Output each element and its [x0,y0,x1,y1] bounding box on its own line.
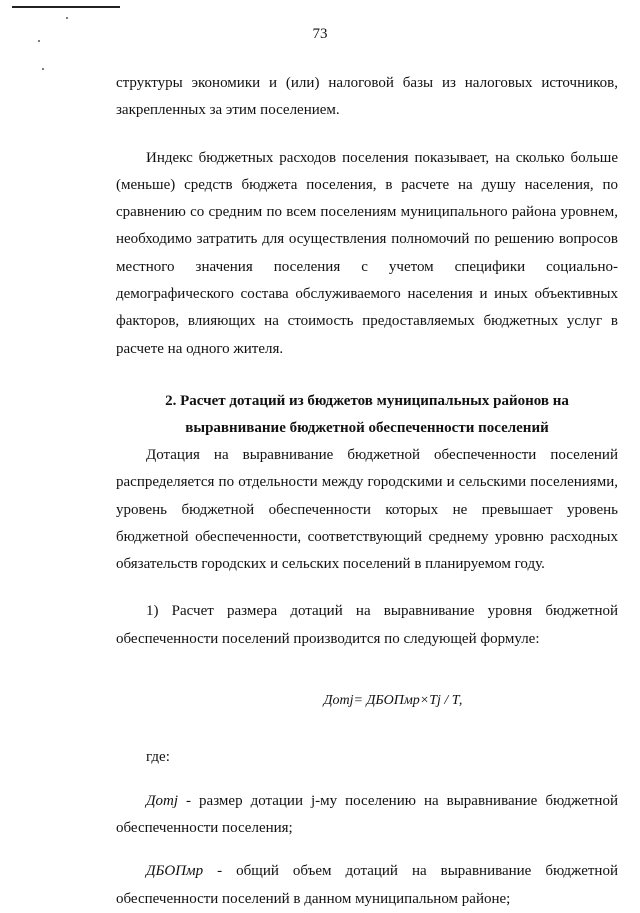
scan-edge-mark [12,6,120,8]
term-dbopmr: ДБОПмр [146,863,204,880]
section-heading-line-1: 2. Расчет дотаций из бюджетов муниципальных районов на [165,392,569,409]
definition-dotj-text: - размер дотации j-му поселению на выравнивание бюджетной обеспеченности поселения; [116,792,618,836]
scan-speck [42,68,44,70]
paragraph-subsidy-distribution: Дотация на выравнивание бюджетной обеспеченности поселений распределяется по отдельности между городскими и сельскими поселениями, уровень бюджетной обеспеченности которых не превышает уровень бюджетной обеспеченности, соответствующий среднему уровню расходных обязательств городских и сельских поселений в планируемом году. [116,446,618,573]
definition-dbopmr-text: - общий объем дотаций на выравнивание бюджетной обеспеченности поселений в данном муниципальном районе; [116,863,618,907]
formula: Дотj= ДБОПмр×Тj / Т, [323,693,463,709]
page-number: 73 [312,26,328,42]
scan-speck [66,17,68,19]
where-label: где: [146,749,170,766]
definition-dotj [116,788,618,843]
page-body [116,70,618,913]
paragraph-tax-base: структуры экономики и (или) налоговой базы из налоговых источников, закрепленных за этим поселением. [116,75,618,119]
paragraph-expense-index: Индекс бюджетных расходов поселения показывает, на сколько больше (меньше) средств бюджета поселения, в расчете на душу населения, по сравнению со средним по всем поселениям муниципального района уровнем, необходимо затратить для осуществления полномочий по решению вопросов местного значения поселения с учетом специфики социально-демографического состава обслуживаемого населения и иных объективных факторов, влияющих на стоимость предоставляемых бюджетных услуг в расчете на одного жителя. [116,149,618,357]
section-heading [116,388,618,442]
paragraph-formula-intro: 1) Расчет размера дотаций на выравнивание уровня бюджетной обеспеченности поселений производится по следующей формуле: [116,603,618,647]
definition-dbopmr [116,858,618,913]
term-dotj: Дотj [146,792,179,809]
section-heading-line-2: выравнивание бюджетной обеспеченности поселений [185,419,549,436]
